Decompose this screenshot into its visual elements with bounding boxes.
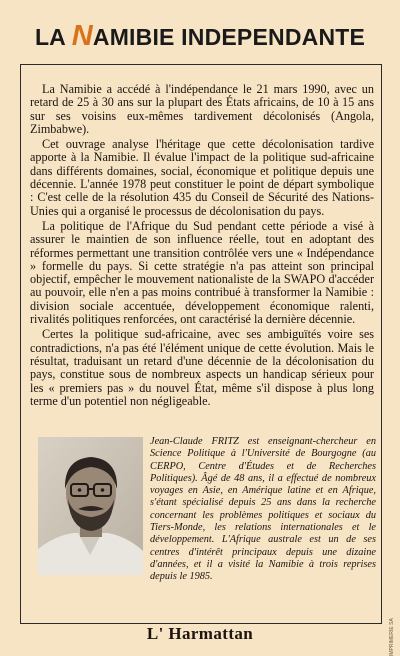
author-portrait-icon	[38, 437, 143, 575]
summary-paragraph: Cet ouvrage analyse l'héritage que cette décolonisation tardive apporte à la Namibie. Il évalue l'impact de la politique sud-africaine dans différents domaines, social, économique et politique depuis une décennie. L'année 1978 peut constituer le point de départ symbolique : C'est celle de la résolution 435 du Conseil de Sécurité des Nations-Unies qui a organisé le processus de décolonisation du pays.	[30, 137, 374, 218]
summary-paragraph: Certes la politique sud-africaine, avec ses ambiguïtés voire ses contradictions, n'a pas été l'élément unique de cette évolution. Mais le résultat, traduisant un retard d'une décennie de la décolonisation du pays, constitue sous de nombreux aspects un handicap sérieux pour les « premiers pas » du nouvel État, même s'il dispose à plus long terme d'un potentiel non négligeable.	[30, 327, 374, 408]
publisher-name: L' Harmattan	[146, 624, 254, 643]
author-bio: Jean-Claude FRITZ est enseignant-chercheur en Science Politique à l'Université de Bourgogne (au CERPO, Centre d'Études et de Recherches Politiques). Âgé de 48 ans, il a effectué de nombreux voyages en Asie, en Amérique latine et en Afrique, s'étant spécialisé depuis 25 ans dans la recherche concernant les problèmes politiques et sociaux du Tiers-Monde, les relations internationales et le développement. L'Afrique australe est un de ses centres d'intérêt principaux depuis une dizaine d'années, et il a visité la Namibie à trois reprises depuis le 1985.	[150, 436, 376, 583]
printer-mark: IMPRIMERIE SA	[389, 618, 395, 656]
summary-text	[30, 83, 374, 410]
title-prefix: LA	[34, 24, 72, 50]
title-rest: AMIBIE INDEPENDANTE	[92, 24, 366, 50]
book-title	[0, 20, 400, 53]
summary-paragraph: La Namibie a accédé à l'indépendance le 21 mars 1990, avec un retard de 25 à 30 ans sur la plupart des États africains, de 10 à 15 ans sur ses voisins eux-mêmes tardivement décolonisés (Angola, Zimbabwe).	[30, 82, 374, 136]
title-accent-letter: N	[71, 20, 93, 52]
summary-paragraph: La politique de l'Afrique du Sud pendant cette période a visé à assurer le maintien de son influence réelle, tout en adoptant des réformes permettant une transition contrôlée vers une « Indépendance » formelle du pays. Si cette stratégie n'a pas atteint son principal objectif, empêcher le mouvement nationaliste de la SWAPO d'accéder au pouvoir, elle n'en a pas moins contribué à transformer la Namibie : division sociale accentuée, développement économique ralenti, rivalités politiques renforcées, ont caractérisé la dernière décennie.	[30, 218, 374, 327]
